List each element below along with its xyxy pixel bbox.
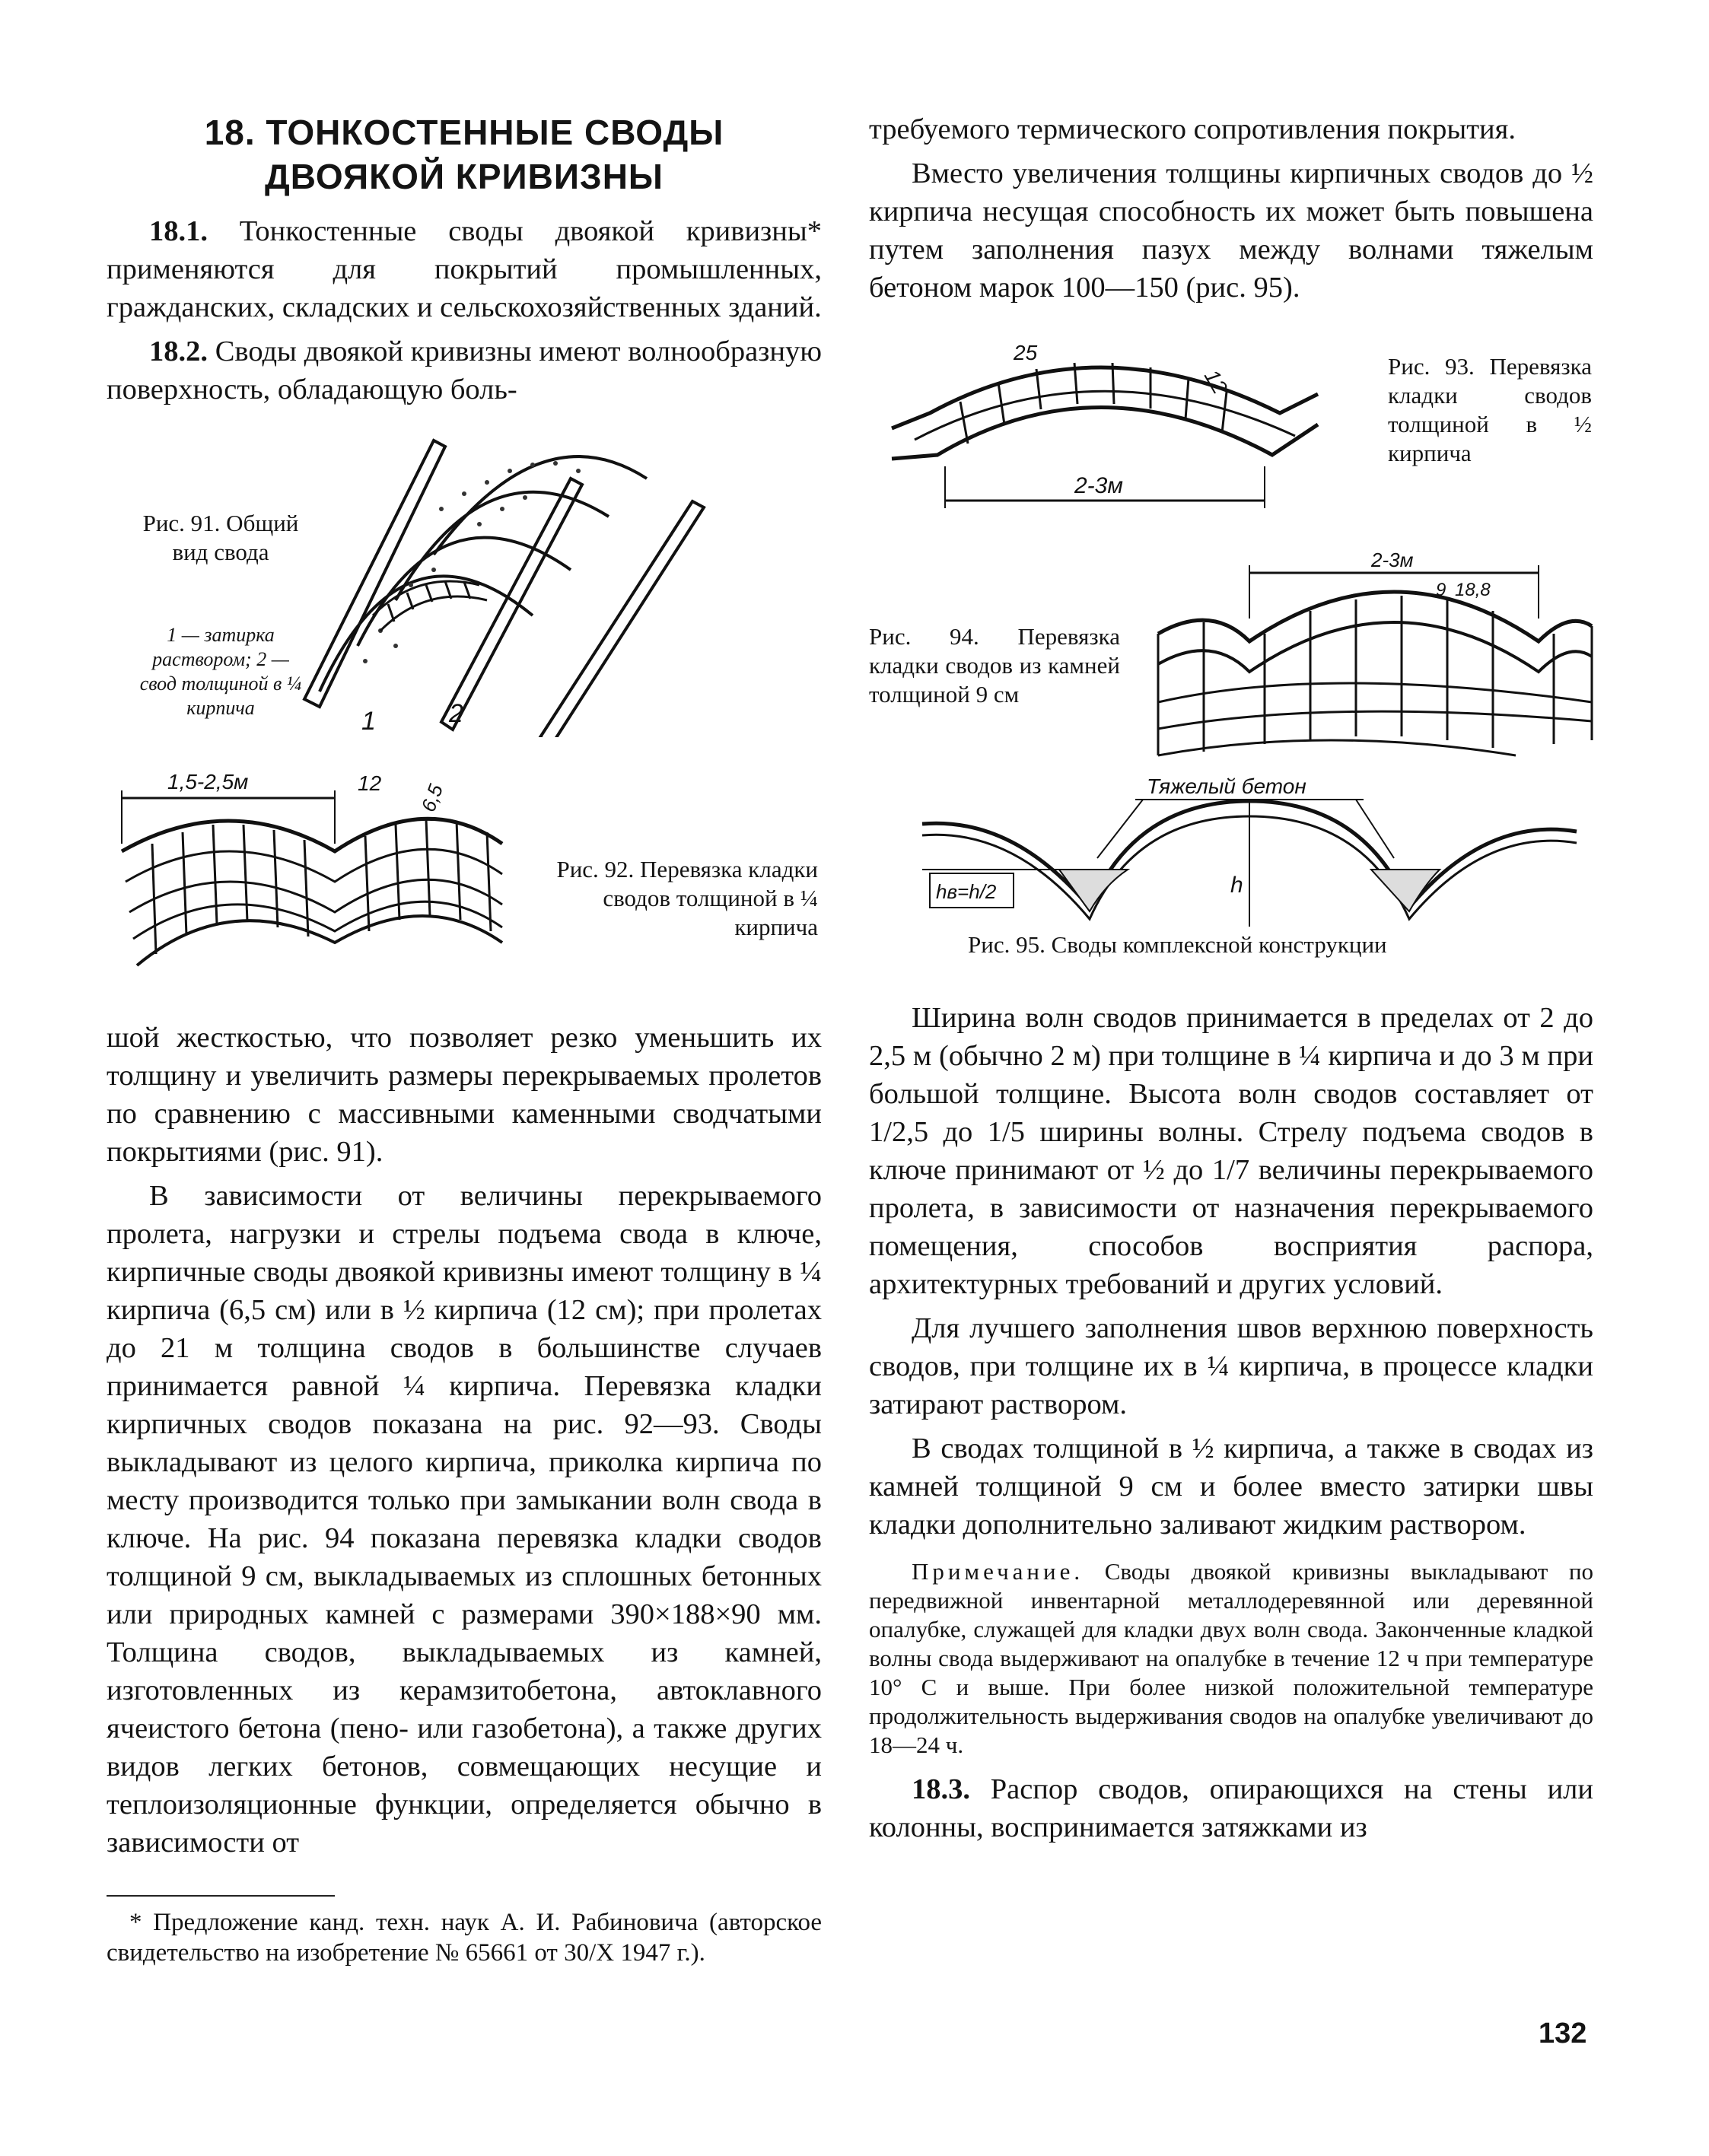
paragraph-text: Своды двоякой кривизны имеют волнообразную поверхность, обладающую боль- <box>107 335 822 405</box>
paragraph-half-brick: В сводах толщиной в ½ кирпича, а также в сводах из камней толщиной 9 см и более вместо затирки швы кладки дополнительно заливают жидким раствором. <box>869 1433 1593 1541</box>
figure-92-dim-12: 12 <box>358 771 382 795</box>
figure-91 <box>107 418 822 1019</box>
figure-93-dim-25: 25 <box>1014 341 1038 364</box>
paragraph-text: Распор сводов, опирающихся на стены или колонны, воспринимается затяжками из <box>869 1773 1593 1843</box>
figure-95-caption: Рис. 95. Своды комплексной конструкции <box>968 931 1387 958</box>
paragraph-instead: Вместо увеличения толщины кирпичных сводов до ½ кирпича несущая способность их может быть повышена путем заполнения пазух между волнами тяжелым бетоном марок 100—150 (рис. 95). <box>869 157 1593 304</box>
paragraph-18-2 <box>107 332 822 409</box>
figure-92-drawing <box>107 760 517 981</box>
paragraph-18-3 <box>869 1770 1593 1846</box>
note-label: Примечание. <box>912 1558 1084 1585</box>
figure-91-label-2: 2 <box>449 699 463 728</box>
section-heading <box>107 110 822 199</box>
paragraph-continued-right: требуемого термического сопротивления покрытия. <box>869 113 1516 145</box>
figure-95-label-hb: hв=h/2 <box>936 880 997 903</box>
section-number: 18.2. <box>149 335 208 367</box>
footnote: * Предложение канд. техн. наук А. И. Рабиновича (авторское свидетельство на изобретение № 65661 от 30/X 1947 г.). <box>107 1909 822 1967</box>
figure-91-legend: 1 — затирка раствором; 2 — свод толщиной в ¼ кирпича <box>139 624 302 719</box>
figure-91-label-1: 1 <box>361 707 376 736</box>
figure-94-dim-18-8: 18,8 <box>1455 580 1491 600</box>
figure-95-label-h: h <box>1230 873 1243 898</box>
paragraph-thickness: В зависимости от величины перекрываемого пролета, нагрузки и стрелы подъема свода в ключе, кирпичные своды двоякой кривизны имеют толщину в ¼ кирпича (6,5 см) или в ½ кирпича (12 см); при пролетах до 21 м толщина сводов в большинстве случаев принимается равной ¼ кирпича. Перевязка кладки кирпичных сводов показана на рис. 92—93. Своды выкладывают из целого кирпича, приколка кирпича по месту производится только при замыкании волн свода в ключе. На рис. 94 показана перевязка кладки сводов толщиной 9 см, выкладываемых из сплошных бетонных или природных камней с размерами 390×188×90 мм. Толщина сводов, выкладываемых из камней, изготовленных из керамзитобетона, автоклавного ячеистого бетона (пено- или газобетона), а также других видов легких бетонов, совмещающих несущие и теплоизоляционные функции, определяется обычно в зависимости от <box>107 1180 822 1859</box>
figure-92-dim-span: 1,5-2,5м <box>167 770 249 793</box>
figure-95-drawing <box>869 771 1593 927</box>
left-column <box>107 110 822 1968</box>
right-column <box>869 110 1593 1852</box>
figure-92-dim-6-5: 6,5 <box>416 781 448 816</box>
section-number: 18.3. <box>912 1773 970 1805</box>
paragraph-text: Тонкостенные своды двоякой кривизны* применяются для покрытий промышленных, гражданских, складских и сельскохозяйственных зданий. <box>107 215 822 323</box>
figure-94-drawing <box>869 550 1593 771</box>
paragraph-18-1 <box>107 212 822 326</box>
figure-94-dim-9: 9 <box>1436 580 1446 600</box>
page-number: 132 <box>1539 2018 1587 2049</box>
paragraph-joint-fill: Для лучшего заполнения швов верхнюю поверхность сводов, при толщине их в ¼ кирпича, в процессе кладки затирают раствором. <box>869 1312 1593 1420</box>
figure-93-caption: Рис. 93. Перевязка кладки сводов толщиной в ½ кирпича <box>1388 353 1592 466</box>
figure-94 <box>869 550 1593 771</box>
figure-93-drawing <box>869 329 1379 550</box>
figure-92 <box>107 760 822 988</box>
figure-94-caption: Рис. 94. Перевязка кладки сводов из камней толщиной 9 см <box>869 623 1120 708</box>
paragraph-wave-width: Ширина волн сводов принимается в пределах от 2 до 2,5 м (обычно 2 м) при толщине в ¼ кирпича и до 3 м при большой толщине. Высота волн сводов составляет от 1/2,5 до 1/5 ширины волны. Стрелу подъема сводов в ключе принимают от ½ до 1/7 величины перекрываемого пролета, в зависимости от назначения перекрываемого помещения, способов восприятия распора, архитектурных требований и других условий. <box>869 1002 1593 1300</box>
paragraph-continued: шой жесткостью, что позволяет резко уменьшить их толщину и увеличить размеры перекрываемых пролетов по сравнению с массивными каменными сводчатыми покрытиями (рис. 91). <box>107 1022 822 1168</box>
figure-94-dim-span: 2-3м <box>1371 550 1414 571</box>
figure-91-caption: Рис. 91. Общий вид свода <box>142 510 299 565</box>
section-number: 18.1. <box>149 215 208 247</box>
heading-line-1: 18. ТОНКОСТЕННЫЕ СВОДЫ <box>204 113 724 152</box>
figure-93-dim-12: 12 <box>1199 365 1233 398</box>
figure-95-label-concrete: Тяжелый бетон <box>1147 774 1306 798</box>
figure-93-dim-span: 2-3м <box>1074 473 1123 498</box>
heading-line-2: ДВОЯКОЙ КРИВИЗНЫ <box>265 157 664 196</box>
note-text: Своды двоякой кривизны выкладывают по передвижной инвентарной металлодеревянной или деревянной опалубке, служащей для кладки двух волн свода. Законченные кладкой волны свода выдерживают на опалубке в течение 12 ч при температуре 10° С и выше. При более низкой положительной температуре продолжительность выдерживания сводов на опалубке увеличивают до 18—24 ч. <box>869 1558 1594 1758</box>
footnote-divider <box>107 1895 335 1897</box>
figure-92-caption: Рис. 92. Перевязка кладки сводов толщиной в ¼ кирпича <box>556 856 818 940</box>
note <box>869 1557 1593 1760</box>
figure-93 <box>869 329 1593 550</box>
figure-95 <box>869 771 1593 968</box>
figure-91-drawing <box>289 418 822 737</box>
